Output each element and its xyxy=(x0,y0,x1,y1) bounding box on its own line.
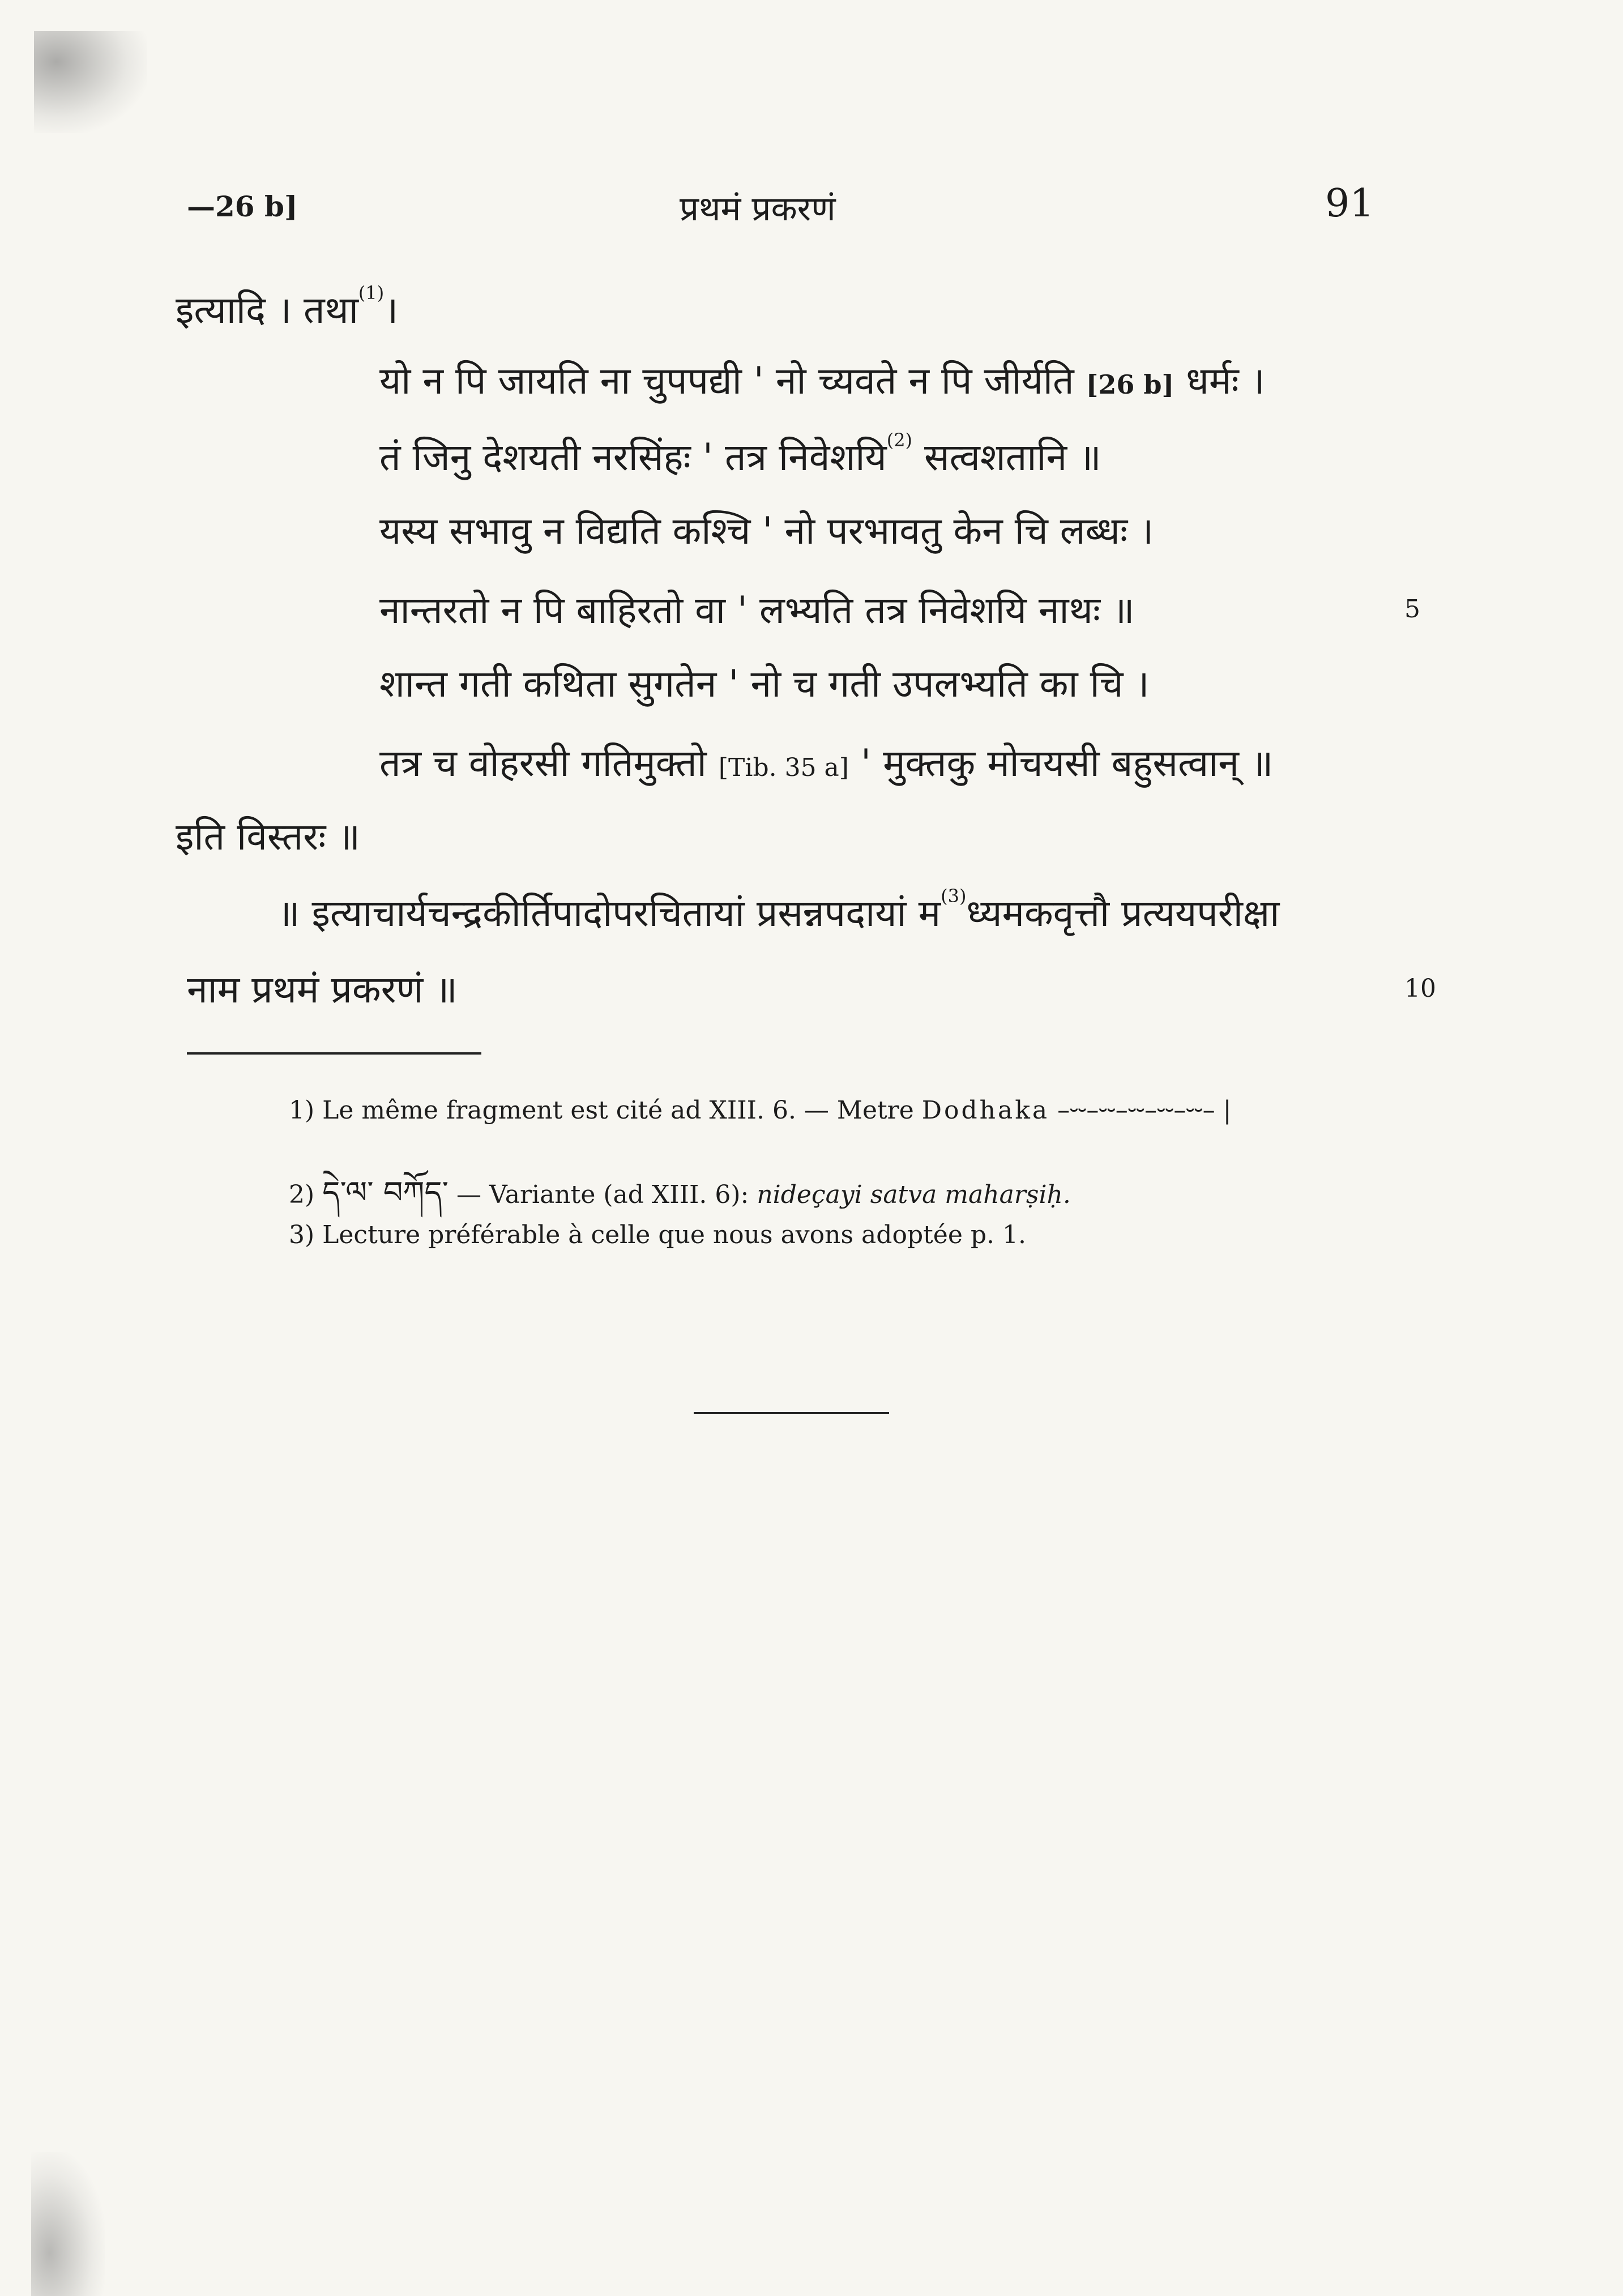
section-reference: —26 b] xyxy=(187,190,298,223)
intro-line xyxy=(176,283,398,334)
tibetan-folio-ref: [Tib. 35 a] xyxy=(718,753,849,782)
verse-1-text-b: धर्मः । xyxy=(1174,359,1265,403)
page-number: 91 xyxy=(1325,181,1374,226)
footnote-3 xyxy=(289,1220,1026,1249)
footnote-marker-1: (1) xyxy=(358,282,385,304)
footnote-1-meter: Dodhaka xyxy=(921,1096,1050,1125)
verse-line-3: यस्य सभावु न विद्यति कश्चि ' नो परभावतु केन चि लब्धः । xyxy=(379,509,1154,553)
colophon-line-1 xyxy=(277,886,1279,937)
footnote-1-meter-pattern: –⏑⏑–⏑⏑–⏑⏑–⏑⏑–⏑⏑– | xyxy=(1049,1096,1232,1125)
footnote-1 xyxy=(289,1096,1231,1125)
colophon-text-a: ॥ इत्याचार्यचन्द्रकीर्तिपादोपरचितायां प्रसन्नपदायां म xyxy=(277,891,941,935)
colophon-line-2: नाम प्रथमं प्रकरणं ॥ xyxy=(187,968,458,1012)
verse-6-text-a: तत्र च वोहरसी गतिमुक्तो xyxy=(379,741,719,785)
running-title: प्रथमं प्रकरणं xyxy=(680,189,836,229)
scan-shadow-bottom xyxy=(31,2152,105,2296)
footnote-1-text: Le même fragment est cité ad XIII. 6. — Metre xyxy=(322,1096,922,1125)
closing-line: इति विस्तरः ॥ xyxy=(176,815,361,859)
folio-ref-26b: [26 b] xyxy=(1086,369,1174,400)
verse-2-text-b: सत्वशतानि ॥ xyxy=(912,436,1101,479)
colophon-text-b: ध्यमकवृत्तौ प्रत्ययपरीक्षा xyxy=(966,891,1280,935)
verse-line-1 xyxy=(379,354,1265,405)
verse-6-text-b: ' मुक्तकु मोचयसी बहुसत्वान् ॥ xyxy=(848,741,1274,785)
end-rule xyxy=(694,1412,889,1414)
footnote-2-variant: nideçayi satva maharṣiḥ. xyxy=(757,1180,1071,1209)
verse-2-text-a: तं जिनु देशयती नरसिंहः ' तत्र निवेशयि xyxy=(379,436,887,479)
footnote-2-number: 2) xyxy=(289,1180,315,1209)
verse-1-text-a: यो न पि जायति ना चुपपद्यी ' नो च्यवते न पि जीर्यति xyxy=(379,359,1086,403)
intro-text: इत्यादि । तथा xyxy=(176,288,358,332)
footnote-2-text: — Variante (ad XIII. 6): xyxy=(449,1180,757,1209)
verse-line-5: शान्त गती कथिता सुगतेन ' नो च गती उपलभ्यति का चि । xyxy=(379,662,1150,706)
footnote-1-number: 1) xyxy=(289,1096,315,1125)
footnote-separator xyxy=(187,1052,481,1055)
verse-line-6 xyxy=(379,736,1273,787)
footnote-3-number: 3) xyxy=(289,1220,315,1249)
verse-line-4: नान्तरतो न पि बाहिरतो वा ' लभ्यति तत्र निवेशयि नाथः ॥ xyxy=(379,588,1135,632)
footnote-3-text: Lecture préférable à celle que nous avons adoptée p. 1. xyxy=(322,1220,1026,1249)
line-number-10: 10 xyxy=(1404,974,1436,1003)
footnote-marker-2: (2) xyxy=(886,429,913,451)
verse-line-2 xyxy=(379,430,1101,481)
footnote-2-tibetan: དེ་ལ་ བཀོད་ xyxy=(322,1175,449,1210)
intro-danda: । xyxy=(384,288,399,332)
footnote-marker-3: (3) xyxy=(941,885,967,907)
line-number-5: 5 xyxy=(1404,595,1420,624)
scan-shadow-top xyxy=(34,31,147,133)
